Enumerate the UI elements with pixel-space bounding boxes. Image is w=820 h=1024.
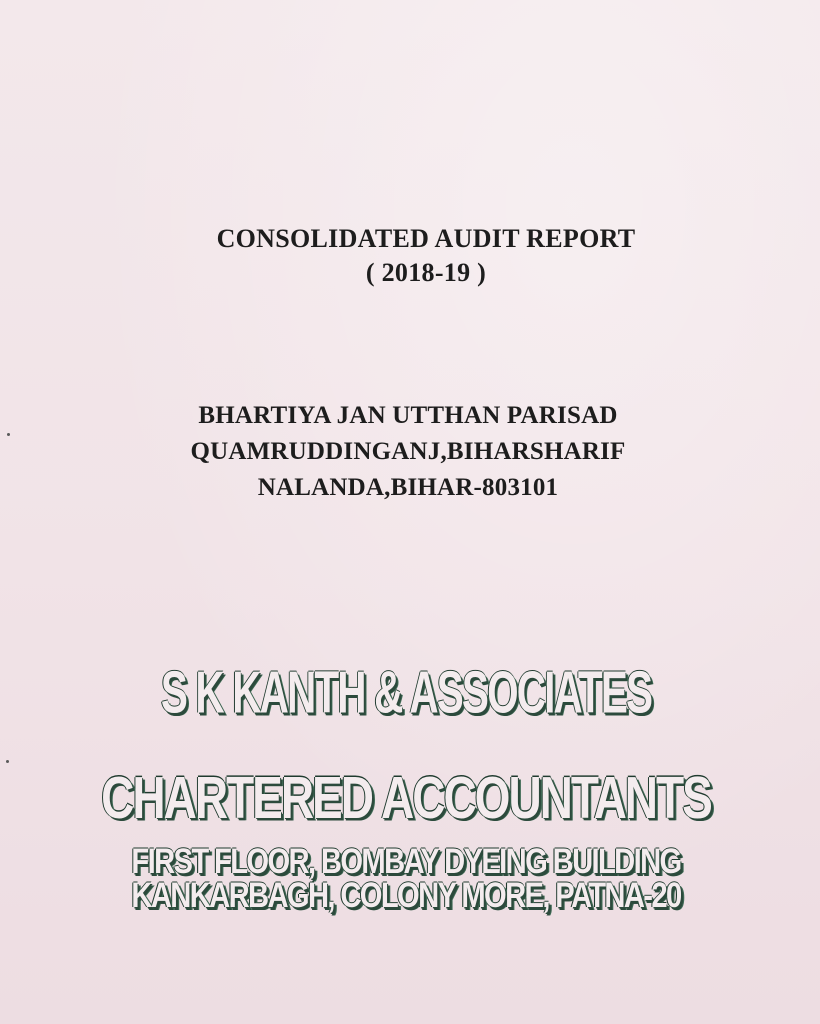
organization-address-line2: NALANDA,BIHAR-803101 [257,474,559,501]
auditor-firm-name: S K KANTH & ASSOCIATES [160,660,652,727]
organization-address-line1: QUAMRUDDINGANJ,BIHARSHARIF [190,438,626,465]
auditor-address-line2: KANKARBAGH, COLONY MORE, PATNA-20 [131,876,681,915]
report-title: CONSOLIDATED AUDIT REPORT [216,224,636,253]
report-period: ( 2018-19 ) [365,258,487,287]
auditor-address-line1: FIRST FLOOR, BOMBAY DYEING BUILDING [131,842,681,881]
auditor-profession: CHARTERED ACCOUNTANTS [101,763,711,831]
report-title-block [0,222,820,290]
organization-name: BHARTIYA JAN UTTHAN PARISAD [198,402,618,429]
organization-block [0,398,816,506]
